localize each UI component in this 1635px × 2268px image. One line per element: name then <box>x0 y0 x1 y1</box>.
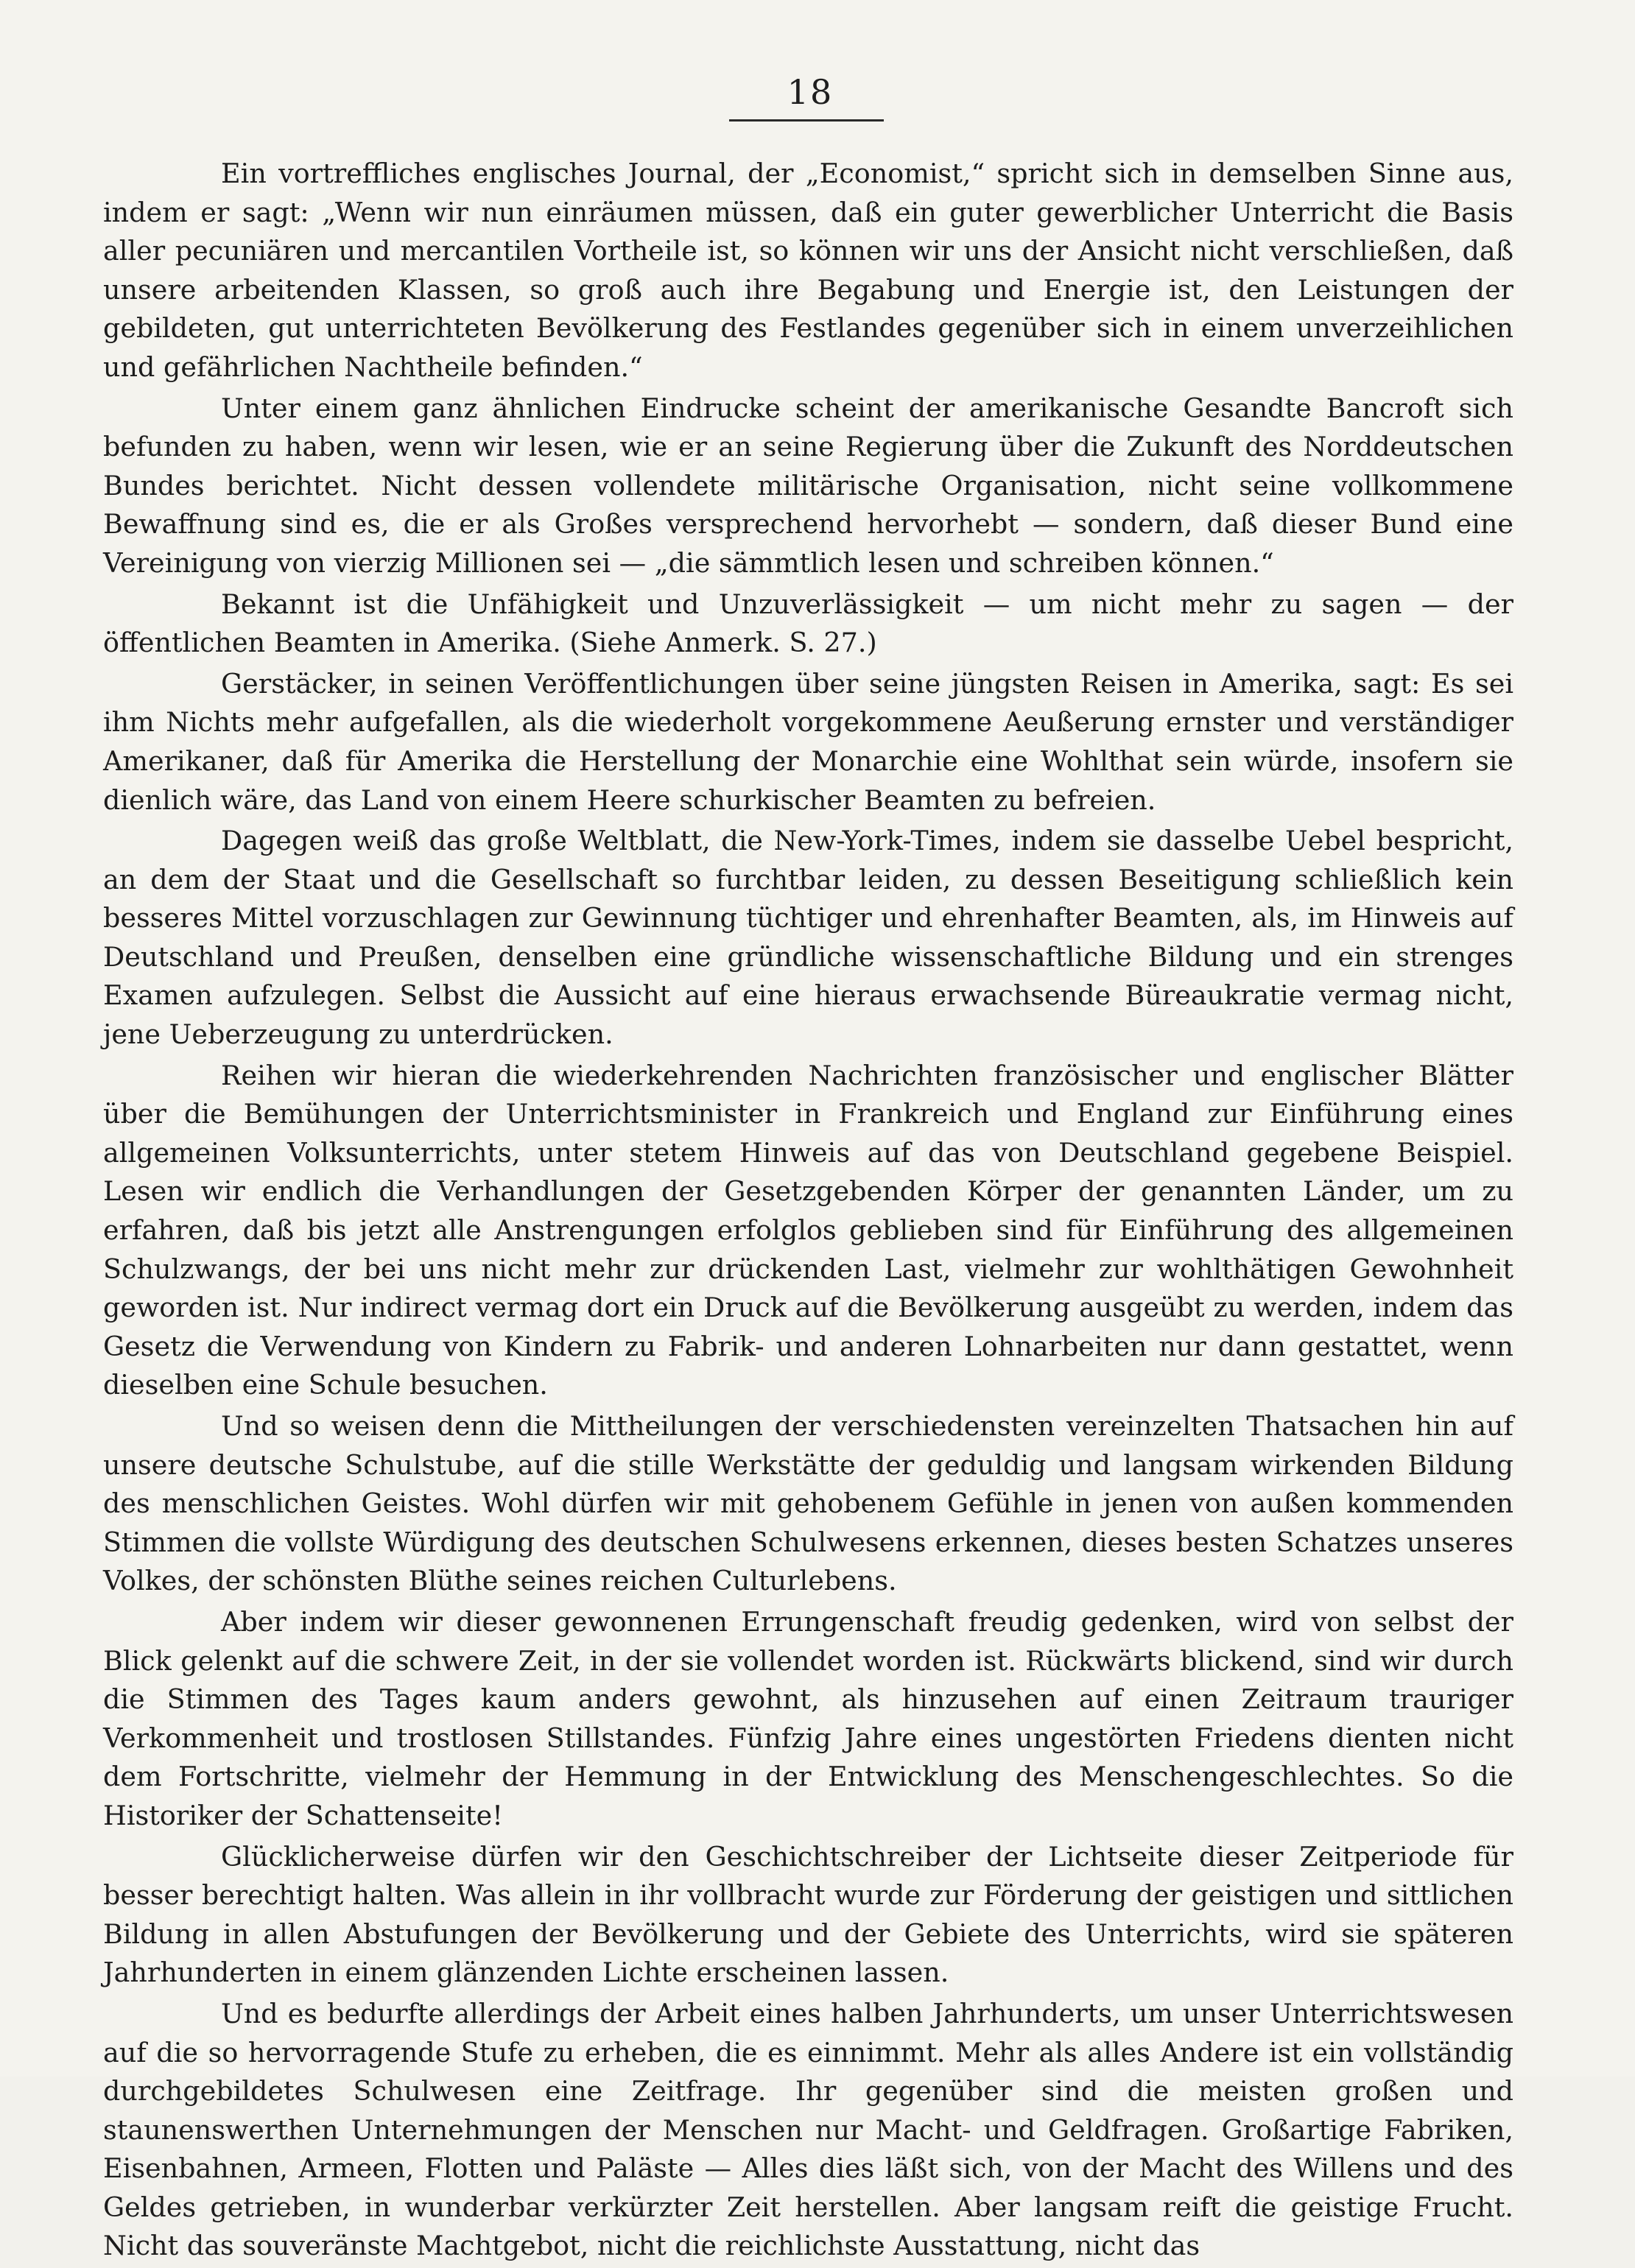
paragraph-economist: Ein vortreffliches englisches Journal, der „Economist,“ spricht sich in demselben Sinne aus, indem er sagt: „Wenn wir nun einräumen müssen, daß ein guter gewerblicher Unterricht die Basis aller pecuniären und mercantilen Vortheile ist, so können wir uns der Ansicht nicht verschließen, daß unsere arbeitenden Klassen, so groß auch ihre Begabung und Energie ist, den Leistungen der gebildeten, gut unterrichteten Bevölkerung des Festlandes gegenüber sich in einem unverzeihlichen und gefährlichen Nachtheile befinden.“ <box>103 158 1513 383</box>
paragraph-german-schoolroom: Und so weisen denn die Mittheilungen der verschiedensten vereinzelten Thatsachen hin auf unsere deutsche Schulstube, auf die stille Werkstätte der geduldig und langsam wirkenden Bildung des menschlichen Geistes. Wohl dürfen wir mit gehobenem Gefühle in jenen von außen kommenden Stimmen die vollste Würdigung des deutschen Schulwesens erkennen, dieses besten Schatzes unseres Volkes, der schönsten Blüthe seines reichen Culturlebens. <box>103 1410 1513 1597</box>
paragraph-bright-side: Glücklicherweise dürfen wir den Geschichtschreiber der Lichtseite dieser Zeitperiode für besser berechtigt halten. Was allein in ihr vollbracht wurde zur Förderung der geistigen und sittlichen Bildung in allen Abstufungen der Bevölkerung und der Gebiete des Unterrichts, wird sie späteren Jahrhunderten in einem glänzenden Lichte erscheinen lassen. <box>103 1840 1513 1989</box>
paragraph-american-officials: Bekannt ist die Unfähigkeit und Unzuverlässigkeit — um nicht mehr zu sagen — der öffentlichen Beamten in Amerika. (Siehe Anmerk. S. 27.) <box>103 588 1513 659</box>
paragraph-new-york-times: Dagegen weiß das große Weltblatt, die New-York-Times, indem sie dasselbe Uebel bespricht, an dem der Staat und die Gesellschaft so furchtbar leiden, zu dessen Beseitigung schließlich kein besseres Mittel vorzuschlagen zur Gewinnung tüchtiger und ehrenhafter Beamten, als, im Hinweis auf Deutschland und Preußen, denselben eine gründliche wissenschaftliche Bildung und ein strenges Examen aufzulegen. Selbst die Aussicht auf eine hieraus erwachsende Büreaukratie vermag nicht, jene Ueberzeugung zu unterdrücken. <box>103 825 1513 1051</box>
paragraph-french-english-papers: Reihen wir hieran die wiederkehrenden Nachrichten französischer und englischer Blätter über die Bemühungen der Unterrichtsminister in Frankreich und England zur Einführung eines allgemeinen Volksunterrichts, unter stetem Hinweis auf das von Deutschland gegebene Beispiel. Lesen wir endlich die Verhandlungen der Gesetzgebenden Körper der genannten Länder, um zu erfahren, daß bis jetzt alle Anstrengungen erfolglos geblieben sind für Einführung des allgemeinen Schulzwangs, der bei uns nicht mehr zur drückenden Last, vielmehr zur wohlthätigen Gewohnheit geworden ist. Nur indirect vermag dort ein Druck auf die Bevölkerung ausgeübt zu werden, indem das Gesetz die Verwendung von Kindern zu Fabrik- und anderen Lohnarbeiten nur dann gestattet, wenn dieselben eine Schule besuchen. <box>103 1059 1513 1401</box>
paragraph-gerstaecker: Gerstäcker, in seinen Veröffentlichungen über seine jüngsten Reisen in Amerika, sagt: Es sei ihm Nichts mehr aufgefallen, als die wiederholt vorgekommene Aeußerung ernster und verständiger Amerikaner, daß für Amerika die Herstellung der Monarchie eine Wohlthat sein würde, insofern sie dienlich wäre, das Land von einem Heere schurkischer Beamten zu befreien. <box>103 667 1513 816</box>
page-number: 18 <box>787 72 834 112</box>
page-number-rule <box>729 119 884 122</box>
body-text <box>103 155 1513 2268</box>
paragraph-bancroft: Unter einem ganz ähnlichen Eindrucke scheint der amerikanische Gesandte Bancroft sich befunden zu haben, wenn wir lesen, wie er an seine Regierung über die Zukunft des Norddeutschen Bundes berichtet. Nicht dessen vollendete militärische Organisation, nicht seine vollkommene Bewaffnung sind es, die er als Großes versprechend hervorhebt — sondern, daß dieser Bund eine Vereinigung von vierzig Millionen sei — „die sämmtlich lesen und schreiben können.“ <box>103 392 1513 579</box>
paragraph-difficult-times: Aber indem wir dieser gewonnenen Errungenschaft freudig gedenken, wird von selbst der Blick gelenkt auf die schwere Zeit, in der sie vollendet worden ist. Rückwärts blickend, sind wir durch die Stimmen des Tages kaum anders gewohnt, als hinzusehen auf einen Zeitraum trauriger Verkommenheit und trostlosen Stillstandes. Fünfzig Jahre eines ungestörten Friedens dienten nicht dem Fortschritte, vielmehr der Hemmung in der Entwicklung des Menschengeschlechtes. So die Historiker der Schattenseite! <box>103 1605 1513 1831</box>
paragraph-half-century: Und es bedurfte allerdings der Arbeit eines halben Jahrhunderts, um unser Unterrichtswesen auf die so hervorragende Stufe zu erheben, die es einnimmt. Mehr als alles Andere ist ein vollständig durchgebildetes Schulwesen eine Zeitfrage. Ihr gegenüber sind die meisten großen und staunenswerthen Unternehmungen der Menschen nur Macht- und Geldfragen. Großartige Fabriken, Eisenbahnen, Armeen, Flotten und Paläste — Alles dies läßt sich, von der Macht des Willens und des Geldes getrieben, in wunderbar verkürzter Zeit herstellen. Aber langsam reift die geistige Frucht. Nicht das souveränste Machtgebot, nicht die reichlichste Ausstattung, nicht das <box>103 1997 1513 2262</box>
